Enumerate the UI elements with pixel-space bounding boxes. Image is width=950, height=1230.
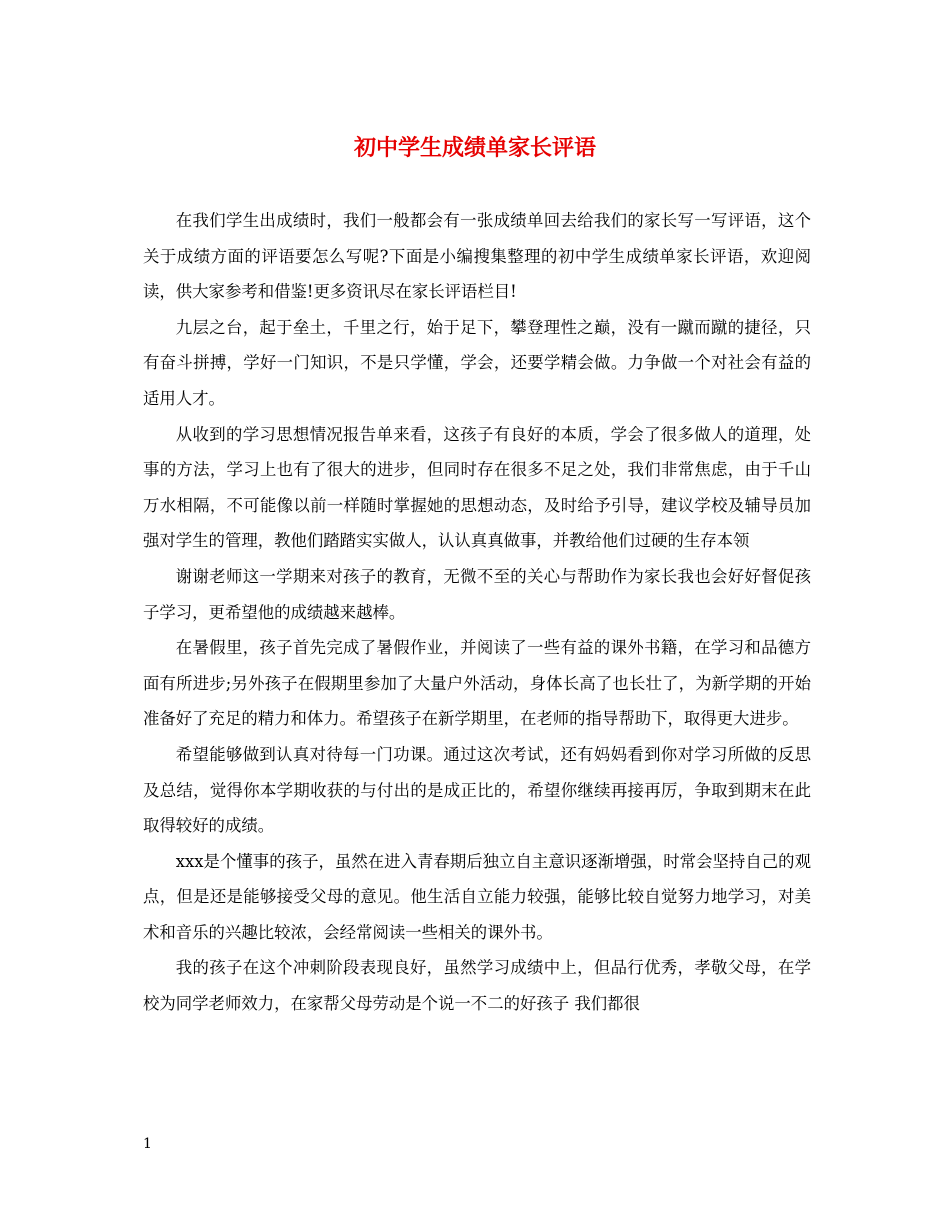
document-title: 初中学生成绩单家长评语 bbox=[353, 135, 596, 161]
paragraph-comment: 我的孩子在这个冲刺阶段表现良好，虽然学习成绩中上，但品行优秀，孝敬父母，在学校为同学老师效力，在家帮父母劳动是个说一不二的好孩子 我们都很 bbox=[143, 958, 811, 1014]
page-number: 1 bbox=[143, 1136, 152, 1152]
paragraph-intro: 在我们学生出成绩时，我们一般都会有一张成绩单回去给我们的家长写一写评语，这个关于成绩方面的评语要怎么写呢?下面是小编搜集整理的初中学生成绩单家长评语，欢迎阅读，供大家参考和借鉴!更多资讯尽在家长评语栏目! bbox=[143, 211, 811, 302]
document-body bbox=[143, 203, 811, 1022]
paragraph-comment: 谢谢老师这一学期来对孩子的教育，无微不至的关心与帮助作为家长我也会好好督促孩子学习，更希望他的成绩越来越棒。 bbox=[143, 566, 811, 622]
paragraph-comment: 从收到的学习思想情况报告单来看，这孩子有良好的本质，学会了很多做人的道理，处事的方法，学习上也有了很大的进步，但同时存在很多不足之处，我们非常焦虑，由于千山万水相隔，不可能像以前一样随时掌握她的思想动态，及时给予引导，建议学校及辅导员加强对学生的管理，教他们踏踏实实做人，认认真真做事，并教给他们过硬的生存本领 bbox=[143, 424, 811, 551]
paragraph-comment: 九层之台，起于垒土，千里之行，始于足下，攀登理性之巅，没有一蹴而蹴的捷径，只有奋斗拼搏，学好一门知识，不是只学懂，学会，还要学精会做。力争做一个对社会有益的适用人才。 bbox=[143, 317, 811, 408]
paragraph-comment: xxx是个懂事的孩子，虽然在进入青春期后独立自主意识逐渐增强，时常会坚持自己的观点，但是还是能够接受父母的意见。他生活自立能力较强，能够比较自觉努力地学习，对美术和音乐的兴趣比较浓，会经常阅读一些相关的课外书。 bbox=[143, 851, 811, 942]
paragraph-comment: 希望能够做到认真对待每一门功课。通过这次考试，还有妈妈看到你对学习所做的反思及总结，觉得你本学期收获的与付出的是成正比的，希望你继续再接再厉，争取到期末在此取得较好的成绩。 bbox=[143, 744, 811, 836]
paragraph-comment: 在暑假里，孩子首先完成了暑假作业，并阅读了一些有益的课外书籍，在学习和品德方面有所进步;另外孩子在假期里参加了大量户外活动，身体长高了也长壮了，为新学期的开始准备好了充足的精力和体力。希望孩子在新学期里，在老师的指导帮助下，取得更大进步。 bbox=[143, 638, 811, 729]
